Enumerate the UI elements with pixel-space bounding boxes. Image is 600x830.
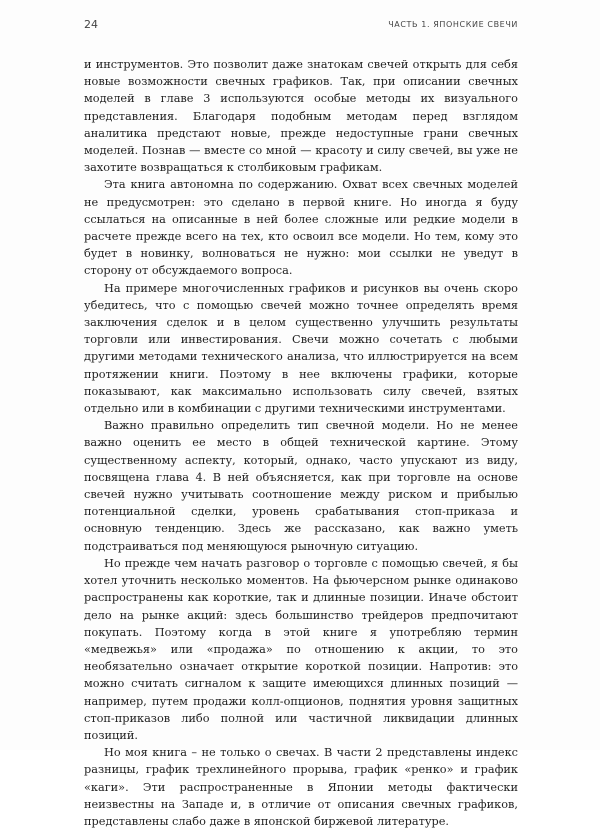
page-header [84, 14, 518, 34]
paragraph: Но прежде чем начать разговор о торговле с помощью свечей, я бы хотел уточнить несколько моментов. На фьючерсном рынке одинаково распространены как короткие, так и длинные позиции. Иначе обстоит дело на рынке акций: здесь большинство трейдеров предпочитают покупать. Поэтому когда в этой книге я употребляю термин «медвежья» или «продажа» по отношению к акции, то это необязательно означает открытие короткой позиции. Напротив: это можно считать сигналом к защите имеющихся длинных позиций — например, путем продажи колл-опционов, поднятия уровня защитных стоп-приказов либо полной или частичной ликвидации длинных позиций. [84, 556, 518, 742]
paragraph: На примере многочисленных графиков и рисунков вы очень скоро убедитесь, что с помощью свечей можно точнее определять время заключения сделок и в целом существенно улучшить результаты торговли или инвестирования. Свечи можно сочетать с любыми другими методами технического анализа, что иллюстрируется на всем протяжении книги. Поэтому в нее включены графики, которые показывают, как максимально использовать силу свечей, взятых отдельно или в комбинации с другими техническими инструментами. [84, 281, 518, 416]
body-text [84, 56, 518, 830]
paragraph: Важно правильно определить тип свечной модели. Но не менее важно оценить ее место в общей технической картине. Этому существенному аспекту, который, однако, часто упускают из виду, посвящена глава 4. В ней объясняется, как при торговле на основе свечей нужно учитывать соотношение между риском и прибылью потенциальной сделки, уровень срабатывания стоп-приказа и основную тенденцию. Здесь же рассказано, как важно уметь подстраиваться под меняющуюся рыночную ситуацию. [84, 419, 518, 553]
paragraph: Эта книга автономна по содержанию. Охват всех свечных моделей не предусмотрен: это сделано в первой книге. Но иногда я буду ссылаться на описанные в ней более сложные или редкие модели в расчете прежде всего на тех, кто освоил все модели. Но тем, кому это будет в новинку, волноваться не нужно: мои ссылки не уведут в сторону от обсуждаемого вопроса. [84, 178, 518, 278]
page-number: 24 [84, 17, 98, 31]
paragraph: и инструментов. Это позволит даже знатокам свечей открыть для себя новые возможности свечных графиков. Так, при описании свечных моделей в главе 3 используются особые методы их визуального представления. Благодаря подобным методам перед взглядом аналитика предстают новые, прежде недоступные грани свечных моделей. Познав — вместе со мной — красоту и силу свечей, вы уже не захотите возвращаться к столбиковым графикам. [84, 58, 518, 175]
paragraph: Но моя книга – не только о свечах. В части 2 представлены индекс разницы, график трехлинейного прорыва, график «ренко» и график «каги». Эти распространенные в Японии методы фактически неизвестны на Западе и, в отличие от описания свечных графиков, представлены слабо даже в японской биржевой литературе. [84, 746, 518, 828]
running-head: ЧАСТЬ 1. ЯПОНСКИЕ СВЕЧИ [388, 19, 518, 29]
